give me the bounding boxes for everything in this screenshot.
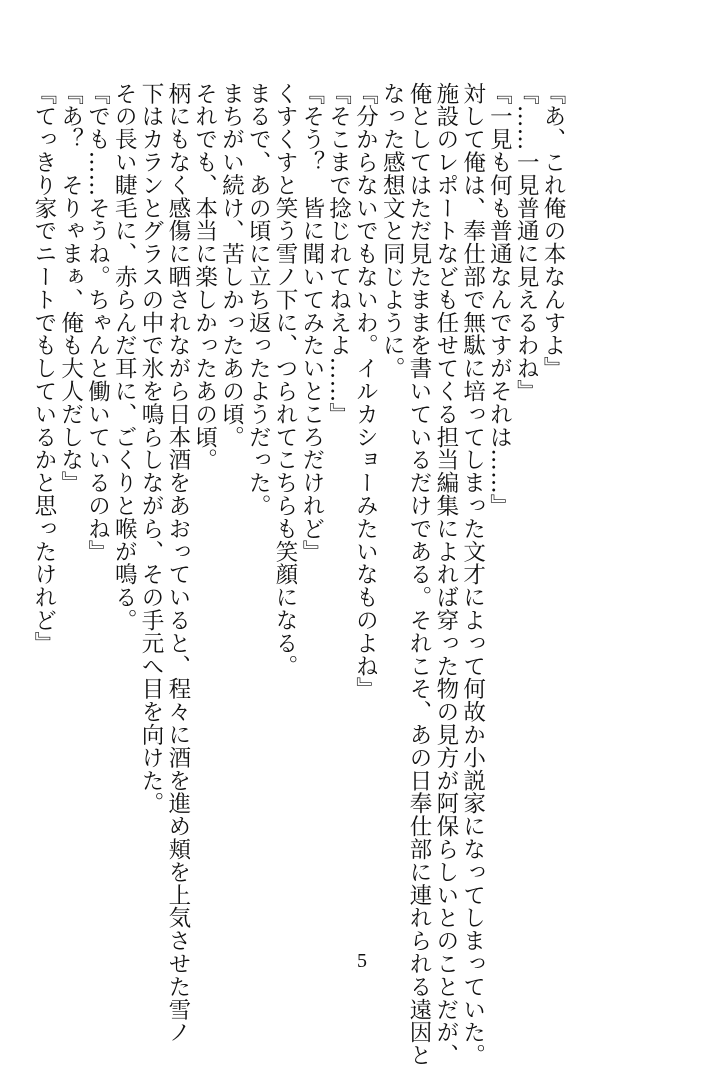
text-line: なった感想文と同じように。 — [379, 82, 406, 380]
text-line: 『あ、これ俺の本なんすよ』 — [540, 82, 566, 380]
text-line: 『分からないでもないわ。イルカショーみたいなものよね』 — [352, 82, 379, 701]
text-line: 俺としてはただ見たままを書いているだけである。それこそ、あの日奉仕部に連れられる遠因と — [406, 82, 433, 1067]
vertical-text-block — [30, 82, 566, 1067]
text-line: まちがい続け、苦しかったあの頃。 — [218, 82, 245, 449]
text-line: 『一見も何も普通なんですがそれは……』 — [486, 82, 513, 518]
text-line: それでも、本当に楽しかったあの頃。 — [191, 82, 218, 472]
page-number: 5 — [357, 950, 367, 972]
text-line: その長い睫毛に、赤らんだ耳に、ごくりと喉が鳴る。 — [111, 82, 138, 632]
text-line: 対して俺は、奉仕部で無駄に培ってしまった文才によって何故か小説家になってしまっていた。 — [459, 82, 486, 1067]
text-line: 施設のレポートなども任せてくる担当編集によれば穿った物の見方が阿保らしいとのことだが、 — [432, 82, 459, 1067]
text-line: くすくすと笑う雪ノ下に、つられてこちらも笑顔になる。 — [272, 82, 299, 678]
text-line: 『そこまで捻じれてねえよ……』 — [325, 82, 352, 426]
text-line: 『そう？ 皆に聞いてみたいところだけれど』 — [298, 82, 325, 563]
text-line: 『……一見普通に見えるわね』 — [513, 82, 540, 403]
text-line: 柄にもなく感傷に晒されながら日本酒をあおっていると、程々に酒を進め頬を上気させた雪ノ — [164, 82, 191, 1044]
text-line: 『あ？ そりゃまぁ、俺も大人だしな』 — [57, 82, 84, 495]
text-line: 下はカランとグラスの中で氷を鳴らしながら、その手元へ目を向けた。 — [138, 82, 165, 815]
text-line: 『てっきり家でニートでもしているかと思ったけれど』 — [30, 82, 57, 655]
text-line: 『でも……そうね。ちゃんと働いているのね』 — [84, 82, 111, 563]
text-line: まるで、あの頃に立ち返ったようだった。 — [245, 82, 272, 518]
